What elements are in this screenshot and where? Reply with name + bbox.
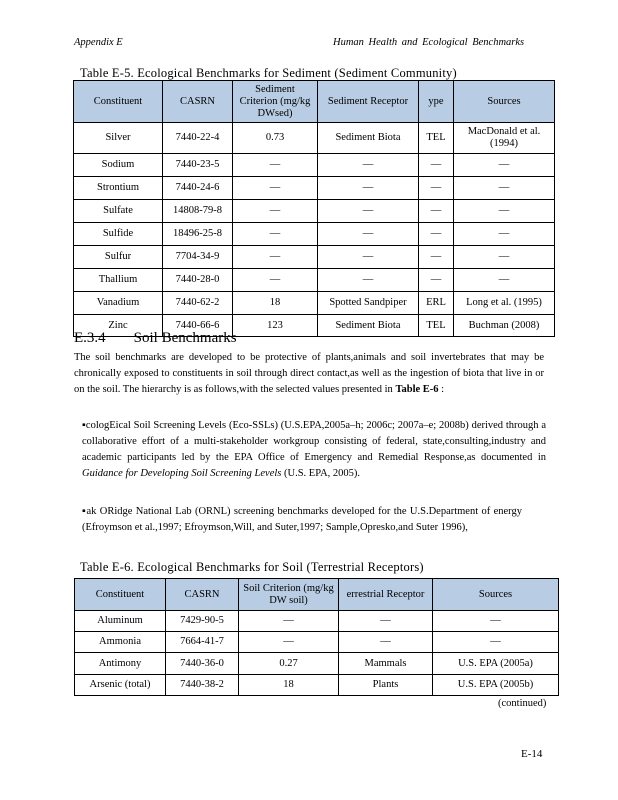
table-cell: 7440-28-0 (163, 269, 233, 292)
table-cell: TEL (419, 123, 454, 154)
table-e5-caption: Table E-5. Ecological Benchmarks for Sediment (Sediment Community) (80, 66, 457, 80)
table-cell: Mammals (339, 653, 433, 675)
column-header: Sources (454, 81, 555, 123)
table-cell: Thallium (74, 269, 163, 292)
table-row (74, 223, 555, 246)
table-cell: Sediment Biota (318, 315, 419, 337)
table-cell: Zinc (74, 315, 163, 337)
table-cell: — (233, 154, 318, 177)
table-cell: Long et al. (1995) (454, 292, 555, 315)
guidance-title: Guidance for Developing Soil Screening Levels (82, 468, 282, 479)
continued-label: (continued) (498, 698, 547, 709)
table-row (74, 123, 555, 154)
table-cell: 0.73 (233, 123, 318, 154)
table-cell: 7440-24-6 (163, 177, 233, 200)
table-cell: Ammonia (75, 632, 166, 653)
table-cell: — (339, 632, 433, 653)
table-cell: Sulfate (74, 200, 163, 223)
table-cell: — (239, 611, 339, 632)
section-number: E.3.4 (74, 330, 106, 346)
running-header-left: Appendix E (74, 37, 123, 48)
table-cell: — (454, 223, 555, 246)
table-row (75, 632, 559, 653)
table-cell: 7440-36-0 (166, 653, 239, 675)
table-cell: TEL (419, 315, 454, 337)
section-heading (74, 330, 237, 347)
table-cell: — (318, 223, 419, 246)
table-cell: 7440-23-5 (163, 154, 233, 177)
table-cell: Spotted Sandpiper (318, 292, 419, 315)
paragraph-end: : (438, 384, 445, 396)
table-cell: — (454, 200, 555, 223)
table-cell: — (233, 200, 318, 223)
running-header-right: Human Health and Ecological Benchmarks (333, 37, 525, 48)
table-cell: — (233, 269, 318, 292)
table-cell: — (318, 154, 419, 177)
table-cell: — (419, 200, 454, 223)
table-cell: Plants (339, 675, 433, 696)
table-row (75, 653, 559, 675)
table-row (74, 292, 555, 315)
table-row (74, 154, 555, 177)
table-cell: Arsenic (total) (75, 675, 166, 696)
table-cell: — (419, 246, 454, 269)
column-header: Constituent (74, 81, 163, 123)
table-cell: 18 (239, 675, 339, 696)
table-cell: — (233, 223, 318, 246)
table-cell: 18 (233, 292, 318, 315)
table-cell: 7440-62-2 (163, 292, 233, 315)
column-header: errestrial Receptor (339, 579, 433, 611)
table-header-row (75, 579, 559, 611)
section-paragraph (74, 350, 544, 399)
table-cell: U.S. EPA (2005b) (433, 675, 559, 696)
page-number: E-14 (521, 748, 543, 760)
table-cell: 7440-38-2 (166, 675, 239, 696)
table-cell: Vanadium (74, 292, 163, 315)
table-cell: — (419, 177, 454, 200)
column-header: Sediment Receptor (318, 81, 419, 123)
table-cell: Aluminum (75, 611, 166, 632)
table-cell: 7440-66-6 (163, 315, 233, 337)
column-header: Constituent (75, 579, 166, 611)
table-row (74, 200, 555, 223)
table-cell: 0.27 (239, 653, 339, 675)
table-cell: 7429-90-5 (166, 611, 239, 632)
column-header: CASRN (163, 81, 233, 123)
table-cell: Buchman (2008) (454, 315, 555, 337)
table-cell: 14808-79-8 (163, 200, 233, 223)
table-row (74, 269, 555, 292)
table-cell: — (433, 632, 559, 653)
table-header-row (74, 81, 555, 123)
column-header: Sediment Criterion (mg/kg DWsed) (233, 81, 318, 123)
table-cell: MacDonald et al. (1994) (454, 123, 555, 154)
table-cell: — (419, 223, 454, 246)
table-cell: 18496-25-8 (163, 223, 233, 246)
bullet-text: ▪cologEical Soil Screening Levels (Eco-SSLs) (U.S.EPA,2005a–h; 2006c; 2007a–e; 2008b) derived through a collaborative effort of a multi-stakeholder workgroup consisting of federal, state,consulting,industry and academic participants led by the EPA Office of Emergency and Remedial Response,as documented in (82, 420, 546, 463)
table-cell: ERL (419, 292, 454, 315)
table-row (74, 177, 555, 200)
table-cell: — (318, 200, 419, 223)
table-cell: — (419, 269, 454, 292)
table-cell: U.S. EPA (2005a) (433, 653, 559, 675)
table-row (75, 675, 559, 696)
table-cell: — (318, 246, 419, 269)
bullet-text-end: (U.S. EPA, 2005). (281, 468, 361, 479)
table-cell: — (233, 246, 318, 269)
table-e6-caption: Table E-6. Ecological Benchmarks for Soil (Terrestrial Receptors) (80, 560, 424, 574)
table-cell: — (318, 269, 419, 292)
table-cell: — (419, 154, 454, 177)
table-cell: — (454, 177, 555, 200)
table-cell: — (454, 154, 555, 177)
column-header: CASRN (166, 579, 239, 611)
bullet-eco-ssl (82, 418, 546, 482)
table-row (74, 246, 555, 269)
table-e5 (73, 80, 555, 337)
table-cell: — (339, 611, 433, 632)
table-cell: — (239, 632, 339, 653)
table-cell: Antimony (75, 653, 166, 675)
table-cell: Sodium (74, 154, 163, 177)
table-cell: — (454, 269, 555, 292)
table-cell: 7704-34-9 (163, 246, 233, 269)
table-cell: Strontium (74, 177, 163, 200)
table-cell: Sulfur (74, 246, 163, 269)
table-cell: 7664-41-7 (166, 632, 239, 653)
table-cell: Sulfide (74, 223, 163, 246)
bullet-ornl: ▪ak ORidge National Lab (ORNL) screening benchmarks developed for the U.S.Department of energy (Efroymson et al.,1997; Efroymson,Will, and Suter,1997; Sample,Opresko,and Suter 1996), (82, 506, 522, 533)
column-header: Sources (433, 579, 559, 611)
column-header: Soil Criterion (mg/kg DW soil) (239, 579, 339, 611)
section-title: Soil Benchmarks (133, 330, 237, 346)
table-cell: Sediment Biota (318, 123, 419, 154)
table-cell: — (318, 177, 419, 200)
table-cell: Silver (74, 123, 163, 154)
paragraph-text: The soil benchmarks are developed to be protective of plants,animals and soil invertebrates that may be chronically exposed to constituents in soil through direct contact,as well as the ingestion of biota that live in or on the soil. The hierarchy is as follows,with the selected values presented in (74, 352, 544, 396)
table-cell: 123 (233, 315, 318, 337)
table-cell: 7440-22-4 (163, 123, 233, 154)
table-cell: — (433, 611, 559, 632)
table-e6 (74, 578, 559, 696)
column-header: ype (419, 81, 454, 123)
table-cell: — (454, 246, 555, 269)
table-cell: — (233, 177, 318, 200)
table-reference: Table E-6 (395, 384, 439, 396)
table-row (75, 611, 559, 632)
